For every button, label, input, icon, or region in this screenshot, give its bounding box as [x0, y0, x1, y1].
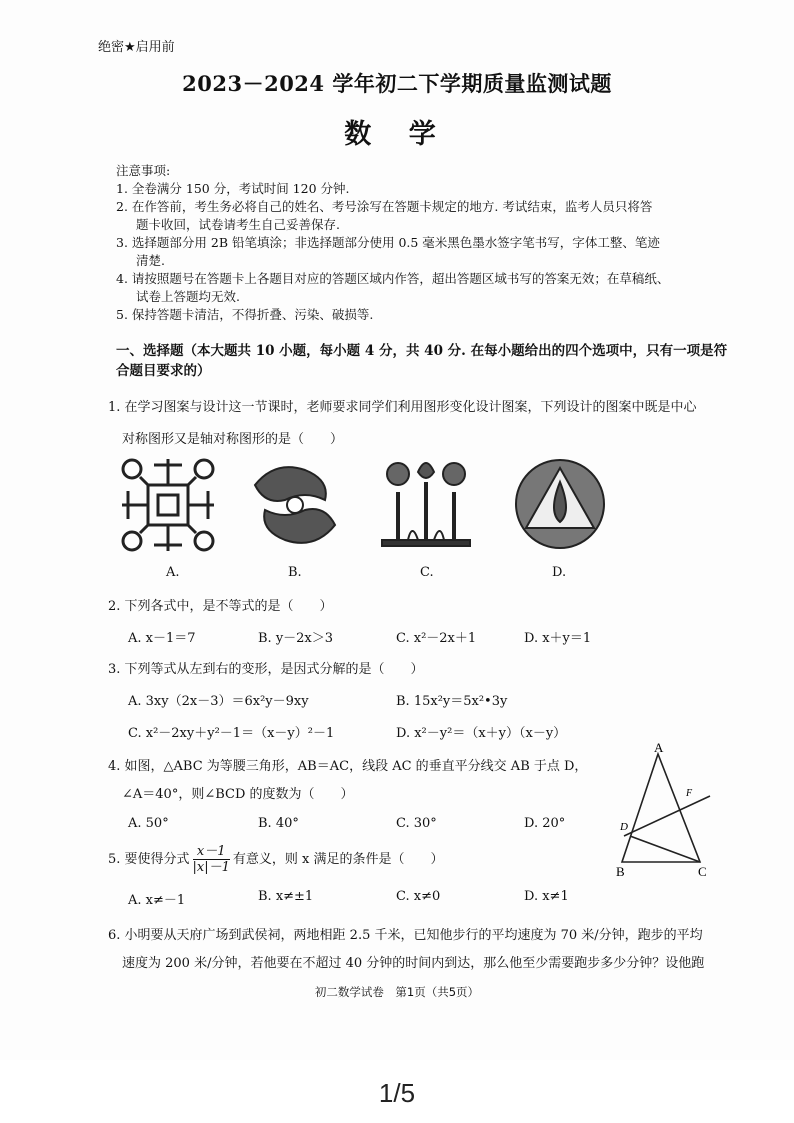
q1-label-d: D. — [552, 565, 567, 580]
q3-option-d: D. x²－y²＝（x＋y）（x－y） — [396, 726, 567, 741]
confidential-mark: 绝密★启用前 — [98, 40, 175, 55]
page-footer: 初二数学试卷 第1页（共5页） — [314, 985, 480, 999]
instruction-line: 5. 保持答题卡清洁，不得折叠、污染、破损等. — [116, 307, 374, 322]
q1-figure-d-triangle-pattern — [510, 452, 610, 552]
q4-triangle-figure — [608, 740, 718, 880]
exam-title: 2023－2024 学年初二下学期质量监测试题 — [182, 71, 612, 96]
q6-stem-line1: 6. 小明要从天府广场到武侯祠，两地相距 2.5 千米，已知他步行的平均速度为 70 米/分钟，跑步的平均 — [108, 928, 703, 943]
q5-fraction — [193, 844, 230, 875]
q5-stem-pre: 5. 要使得分式 — [108, 852, 190, 867]
instruction-line: 4. 请按照题号在答题卡上各题目对应的答题区域内作答，超出答题区域书写的答案无效；在草稿纸、 — [116, 271, 670, 286]
instructions-heading: 注意事项: — [116, 163, 171, 178]
q4-option-a: A. 50° — [128, 816, 169, 831]
q3-option-b: B. 15x²y＝5x²•3y — [396, 694, 508, 709]
q4-stem-line2: ∠A＝40°，则∠BCD 的度数为（ ） — [122, 787, 354, 802]
q3-option-c: C. x²－2xy＋y²－1＝（x－y）²－1 — [128, 726, 335, 741]
instruction-line: 清楚. — [136, 253, 165, 268]
q4-option-c: C. 30° — [396, 816, 437, 831]
q4-option-b: B. 40° — [258, 816, 299, 831]
q6-stem-line2: 速度为 200 米/分钟，若他要在不超过 40 分钟的时间内到达，那么他至少需要跑步多少分钟？设他跑 — [122, 956, 705, 971]
q5-numerator: x－1 — [193, 844, 230, 860]
q3-stem: 3. 下列等式从左到右的变形，是因式分解的是（ ） — [108, 662, 424, 677]
q4-point-d: D — [620, 821, 628, 833]
q4-point-b: B — [616, 864, 625, 879]
q4-point-a: A — [654, 740, 664, 755]
q1-label-a: A. — [166, 565, 180, 580]
page-indicator: 1/5 — [378, 1078, 416, 1108]
instruction-line: 1. 全卷满分 150 分，考试时间 120 分钟. — [116, 181, 350, 196]
q3-option-a: A. 3xy（2x－3）＝6x²y－9xy — [128, 694, 309, 709]
q5-stem-post: 有意义，则 x 满足的条件是（ ） — [232, 852, 444, 867]
q4-option-d: D. 20° — [524, 816, 566, 831]
instructions — [116, 162, 736, 324]
q4-point-f: F — [686, 788, 693, 799]
section-heading: 一、选择题（本大题共 10 小题，每小题 4 分，共 40 分. 在每小题给出的四个选项中，只有一项是符合题目要求的） — [116, 343, 728, 379]
instruction-line: 题卡收回，试卷请考生自己妥善保存. — [136, 217, 340, 232]
q5-option-a: A. x≠－1 — [128, 893, 186, 908]
subject-title: 数 学 — [344, 119, 450, 150]
instruction-line: 2. 在作答前，考生务必将自己的姓名、考号涂写在答题卡规定的地方. 考试结束，监考人员只将答 — [116, 199, 653, 214]
q1-label-b: B. — [288, 565, 302, 580]
q1-stem-line2: 对称图形又是轴对称图形的是（ ） — [122, 432, 344, 447]
q5-option-c: C. x≠0 — [396, 889, 441, 904]
q2-option-d: D. x＋y＝1 — [524, 631, 592, 646]
q2-option-b: B. y－2x＞3 — [258, 631, 334, 646]
q4-point-c: C — [698, 864, 707, 879]
instruction-line: 试卷上答题均无效. — [136, 289, 240, 304]
q1-figure-a-knot-pattern — [118, 455, 218, 555]
q1-stem-line1: 1. 在学习图案与设计这一节课时，老师要求同学们利用图形变化设计图案，下列设计的图案中既是中心 — [108, 400, 697, 415]
q5-option-d: D. x≠1 — [524, 889, 569, 904]
q5-stem — [108, 843, 444, 877]
q1-label-c: C. — [420, 565, 434, 580]
q2-stem: 2. 下列各式中，是不等式的是（ ） — [108, 599, 333, 614]
q5-option-b: B. x≠±1 — [258, 889, 314, 904]
q4-stem-line1: 4. 如图，△ABC 为等腰三角形，AB＝AC，线段 AC 的垂直平分线交 AB 于点 D， — [108, 759, 588, 774]
q1-figure-c-plants-pattern — [378, 452, 474, 552]
q2-option-c: C. x²－2x＋1 — [396, 631, 477, 646]
q1-figure-b-bird-pattern — [245, 455, 345, 555]
instruction-line: 3. 选择题部分用 2B 铅笔填涂；非选择题部分使用 0.5 毫米黑色墨水签字笔书写，字体工整、笔迹 — [116, 235, 660, 250]
q5-denominator: |x|－1 — [192, 860, 230, 875]
q2-option-a: A. x－1＝7 — [128, 631, 196, 646]
